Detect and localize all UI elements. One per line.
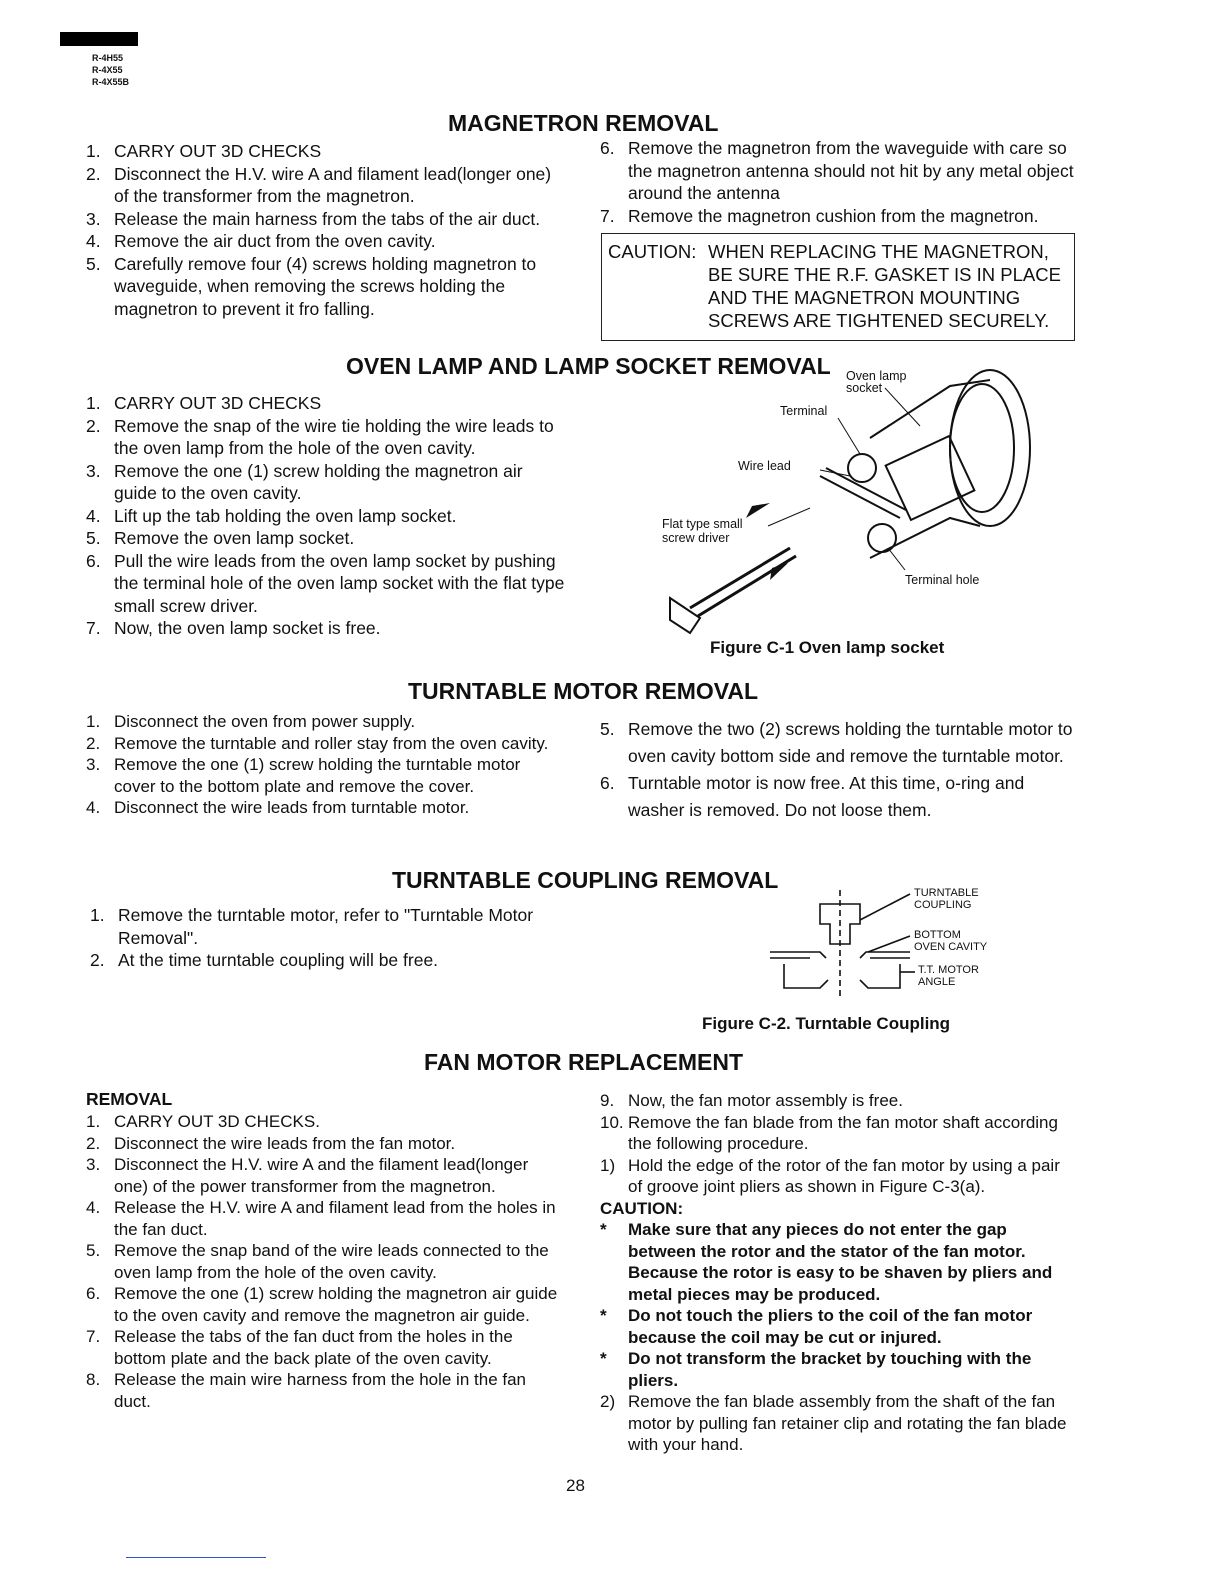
turntable-coupling-steps <box>90 904 570 972</box>
list-item: 2. Disconnect the H.V. wire A and filament lead(longer one) of the transformer from the magnetron. <box>86 163 552 206</box>
list-item: 7. Release the tabs of the fan duct from the holes in the bottom plate and the back plate of the oven cavity. <box>86 1327 513 1368</box>
terminal <box>848 454 876 482</box>
caution-label: CAUTION: <box>608 241 697 262</box>
oven-lamp-socket-figure <box>650 358 1060 648</box>
list-item: 3. Release the main harness from the tabs of the air duct. <box>86 208 541 229</box>
list-item: 5. Remove the snap band of the wire leads connected to the oven lamp from the hole of the oven cavity. <box>86 1241 549 1282</box>
caution-line: AND THE MAGNETRON MOUNTING <box>708 287 1021 308</box>
socket-flange-inner <box>950 384 1014 512</box>
list-item: 2. Remove the snap of the wire tie holding the wire leads to the oven lamp from the hole of the oven cavity. <box>86 415 554 458</box>
label-bottom: BOTTOM <box>914 929 961 941</box>
caution-line: WHEN REPLACING THE MAGNETRON, <box>708 241 1049 262</box>
motor-angle <box>784 964 900 988</box>
leader-line <box>888 548 905 570</box>
section-title-magnetron: MAGNETRON REMOVAL <box>448 110 719 136</box>
oven-lamp-steps <box>86 392 566 640</box>
list-item: 7. Now, the oven lamp socket is free. <box>86 618 381 638</box>
label-terminal-hole: Terminal hole <box>905 573 980 587</box>
list-item: 3. Remove the one (1) screw holding the magnetron air guide to the oven cavity. <box>86 460 523 503</box>
list-item: 1) Hold the edge of the rotor of the fan motor by using a pair of groove joint pliers as shown in Figure C-3(a). <box>600 1155 1060 1196</box>
removal-label: REMOVAL <box>86 1089 173 1109</box>
list-item: 4. Remove the air duct from the oven cavity. <box>86 231 436 251</box>
caution-item: * Make sure that any pieces do not enter the gap between the rotor and the stator of the fan motor. Because the rotor is easy to be shaven by pliers and metal pieces may be produced. <box>600 1220 1053 1304</box>
list-item: 4. Release the H.V. wire A and filament lead from the holes in the fan duct. <box>86 1198 556 1239</box>
list-item: 8. Release the main wire harness from the hole in the fan duct. <box>86 1370 527 1411</box>
list-item: 7. Remove the magnetron cushion from the magnetron. <box>600 205 1039 226</box>
label-tt-motor: T.T. MOTOR <box>918 964 979 976</box>
figure-c1-caption: Figure C-1 Oven lamp socket <box>710 638 945 657</box>
magnetron-left-steps <box>86 140 566 320</box>
label-terminal: Terminal <box>780 404 828 418</box>
caution-line: BE SURE THE R.F. GASKET IS IN PLACE <box>708 264 1061 285</box>
model-numbers <box>92 52 129 88</box>
page-number: 28 <box>566 1476 585 1495</box>
wire-lead <box>820 468 906 518</box>
caution-line: SCREWS ARE TIGHTENED SECURELY. <box>708 310 1050 331</box>
turntable-motor-left-steps <box>86 711 566 819</box>
label-screw-driver: screw driver <box>662 531 730 545</box>
caution-heading: CAUTION: <box>600 1198 684 1218</box>
section-title-turntable-coupling: TURNTABLE COUPLING REMOVAL <box>392 867 779 893</box>
leader-line <box>860 894 910 920</box>
terminal-hole <box>868 524 896 552</box>
list-item: 6. Pull the wire leads from the oven lamp socket by pushing the terminal hole of the oven lamp socket with the flat type small screw driver. <box>86 550 565 616</box>
screw-driver-shaft <box>690 548 796 616</box>
label-oven-lamp: Oven lamp <box>846 369 907 383</box>
label-oven-cavity: OVEN CAVITY <box>914 941 988 953</box>
magnetron-caution-box <box>601 233 1075 341</box>
list-item: 4. Lift up the tab holding the oven lamp socket. <box>86 505 457 526</box>
list-item: 1. Disconnect the oven from power supply. <box>86 712 416 731</box>
list-item: 3. Remove the one (1) screw holding the turntable motor cover to the bottom plate and remove the cover. <box>86 755 521 796</box>
list-item: 2. Disconnect the wire leads from the fan motor. <box>86 1133 456 1153</box>
label-coupling: COUPLING <box>914 899 972 911</box>
header-black-bar <box>60 32 138 46</box>
leader-line <box>868 936 910 952</box>
list-item: 5. Carefully remove four (4) screws holding magnetron to waveguide, when removing the screws holding the magnetron to prevent it fro falling. <box>86 253 537 319</box>
label-wire-lead: Wire lead <box>738 459 791 473</box>
list-item: 1. CARRY OUT 3D CHECKS <box>86 141 322 161</box>
list-item: 9. Now, the fan motor assembly is free. <box>600 1091 903 1110</box>
model-number: R-4X55B <box>92 77 130 87</box>
socket-flange <box>950 370 1030 526</box>
turntable-motor-right-steps <box>600 716 1078 824</box>
leader-line <box>838 418 860 454</box>
model-number: R-4H55 <box>92 53 124 63</box>
label-turntable: TURNTABLE <box>914 887 979 899</box>
leader-line <box>820 470 850 476</box>
label-angle: ANGLE <box>918 976 956 988</box>
list-item: 6. Remove the one (1) screw holding the magnetron air guide to the oven cavity and remove the magnetron air guide. <box>86 1284 558 1325</box>
list-item: 6. Turntable motor is now free. At this time, o-ring and washer is removed. Do not loose them. <box>600 773 1025 820</box>
list-item: 1. CARRY OUT 3D CHECKS. <box>86 1112 320 1131</box>
label-flat-type: Flat type small <box>662 517 743 531</box>
section-title-fan-motor: FAN MOTOR REPLACEMENT <box>424 1049 744 1075</box>
caution-item: * Do not touch the pliers to the coil of the fan motor because the coil may be cut or injured. <box>600 1306 1033 1347</box>
list-item: 1. CARRY OUT 3D CHECKS <box>86 393 322 413</box>
leader-line <box>768 508 810 526</box>
caution-item: * Do not transform the bracket by touching with the pliers. <box>600 1349 1032 1390</box>
section-title-turntable-motor: TURNTABLE MOTOR REMOVAL <box>408 678 759 704</box>
list-item: 6. Remove the magnetron from the waveguide with care so the magnetron antenna should not hit by any metal object around the antenna <box>600 138 1074 203</box>
figure-c2-caption: Figure C-2. Turntable Coupling <box>702 1014 951 1033</box>
bottom-rule <box>126 1557 266 1558</box>
list-item: 5. Remove the oven lamp socket. <box>86 528 355 548</box>
list-item: 10. Remove the fan blade from the fan motor shaft according the following procedure. <box>600 1112 1058 1153</box>
leader-line <box>885 388 920 426</box>
model-number: R-4X55 <box>92 65 123 75</box>
list-item: 1. Remove the turntable motor, refer to "Turntable Motor Removal". <box>90 905 534 948</box>
list-item: 2) Remove the fan blade assembly from the shaft of the fan motor by pulling fan retainer clip and rotating the fan blade with your hand. <box>600 1392 1067 1454</box>
list-item: 2. At the time turntable coupling will be free. <box>90 950 439 970</box>
magnetron-right-steps <box>600 137 1078 227</box>
turntable-coupling-figure <box>760 880 1010 1005</box>
arrow-icon <box>746 503 770 518</box>
list-item: 4. Disconnect the wire leads from turntable motor. <box>86 798 470 817</box>
list-item: 5. Remove the two (2) screws holding the turntable motor to oven cavity bottom side and remove the turntable motor. <box>600 719 1073 766</box>
list-item: 3. Disconnect the H.V. wire A and the filament lead(longer one) of the power transformer from the magnetron. <box>86 1155 529 1196</box>
label-socket: socket <box>846 381 883 395</box>
section-title-oven-lamp: OVEN LAMP AND LAMP SOCKET REMOVAL <box>346 353 831 379</box>
fan-motor-right-steps <box>600 1090 1078 1456</box>
list-item: 2. Remove the turntable and roller stay from the oven cavity. <box>86 733 549 753</box>
fan-motor-left-steps <box>86 1111 564 1412</box>
